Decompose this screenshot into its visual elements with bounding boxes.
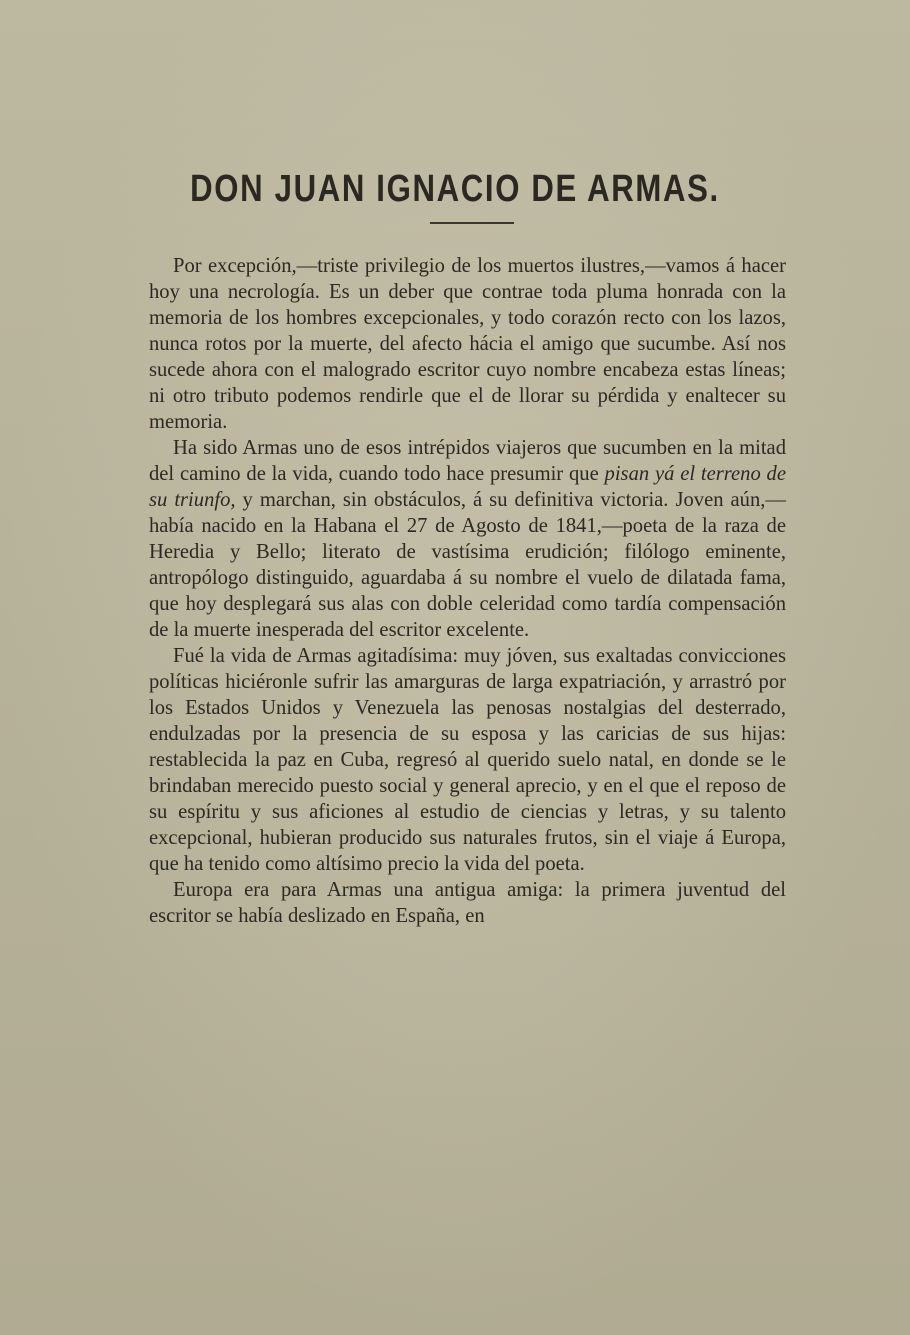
italic-phrase: pisan yá el terreno de su triunfo,	[149, 463, 786, 511]
paragraph-1: Por excepción,—triste privilegio de los muertos ilustres,—vamos á hacer hoy una necrología. Es un deber que contrae toda pluma honrada con la memoria de los hombres excepcionales, y todo corazón recto con los lazos, nunca rotos por la muerte, del afecto hácia el amigo que sucumbe. Así nos sucede ahora con el malogrado escritor cuyo nombre encabeza estas líneas; ni otro tributo podemos rendirle que el de llorar su pérdida y enaltecer su memoria.	[149, 255, 786, 433]
title-divider	[430, 222, 514, 224]
article-body	[149, 253, 786, 929]
paragraph-2: Ha sido Armas uno de esos intrépidos viajeros que sucumben en la mitad del camino de la vida, cuando todo hace presumir que pisan yá el terreno de su triunfo, y marchan, sin obstáculos, á su definitiva victoria. Joven aún,—había nacido en la Habana el 27 de Agosto de 1841,—poeta de la raza de Heredia y Bello; literato de vastísima erudición; filólogo eminente, antropólogo distinguido, aguardaba á su nombre el vuelo de dilatada fama, que hoy desplegará sus alas con doble celeridad como tardía compensación de la muerte inesperada del escritor excelente.	[149, 437, 786, 641]
paragraph-4: Europa era para Armas una antigua amiga: la primera juventud del escritor se había deslizado en España, en	[149, 879, 786, 927]
article-title: DON JUAN IGNACIO DE ARMAS.	[190, 168, 720, 210]
paragraph-3: Fué la vida de Armas agitadísima: muy jóven, sus exaltadas convicciones políticas hiciéronle sufrir las amarguras de larga expatriación, y arrastró por los Estados Unidos y Venezuela las penosas nostalgias del desterrado, endulzadas por la presencia de su esposa y las caricias de sus hijas: restablecida la paz en Cuba, regresó al querido suelo natal, en donde se le brindaban merecido puesto social y general aprecio, y en el que el reposo de su espíritu y sus aficiones al estudio de ciencias y letras, y su talento excepcional, hubieran producido sus naturales frutos, sin el viaje á Europa, que ha tenido como altísimo precio la vida del poeta.	[149, 645, 786, 875]
